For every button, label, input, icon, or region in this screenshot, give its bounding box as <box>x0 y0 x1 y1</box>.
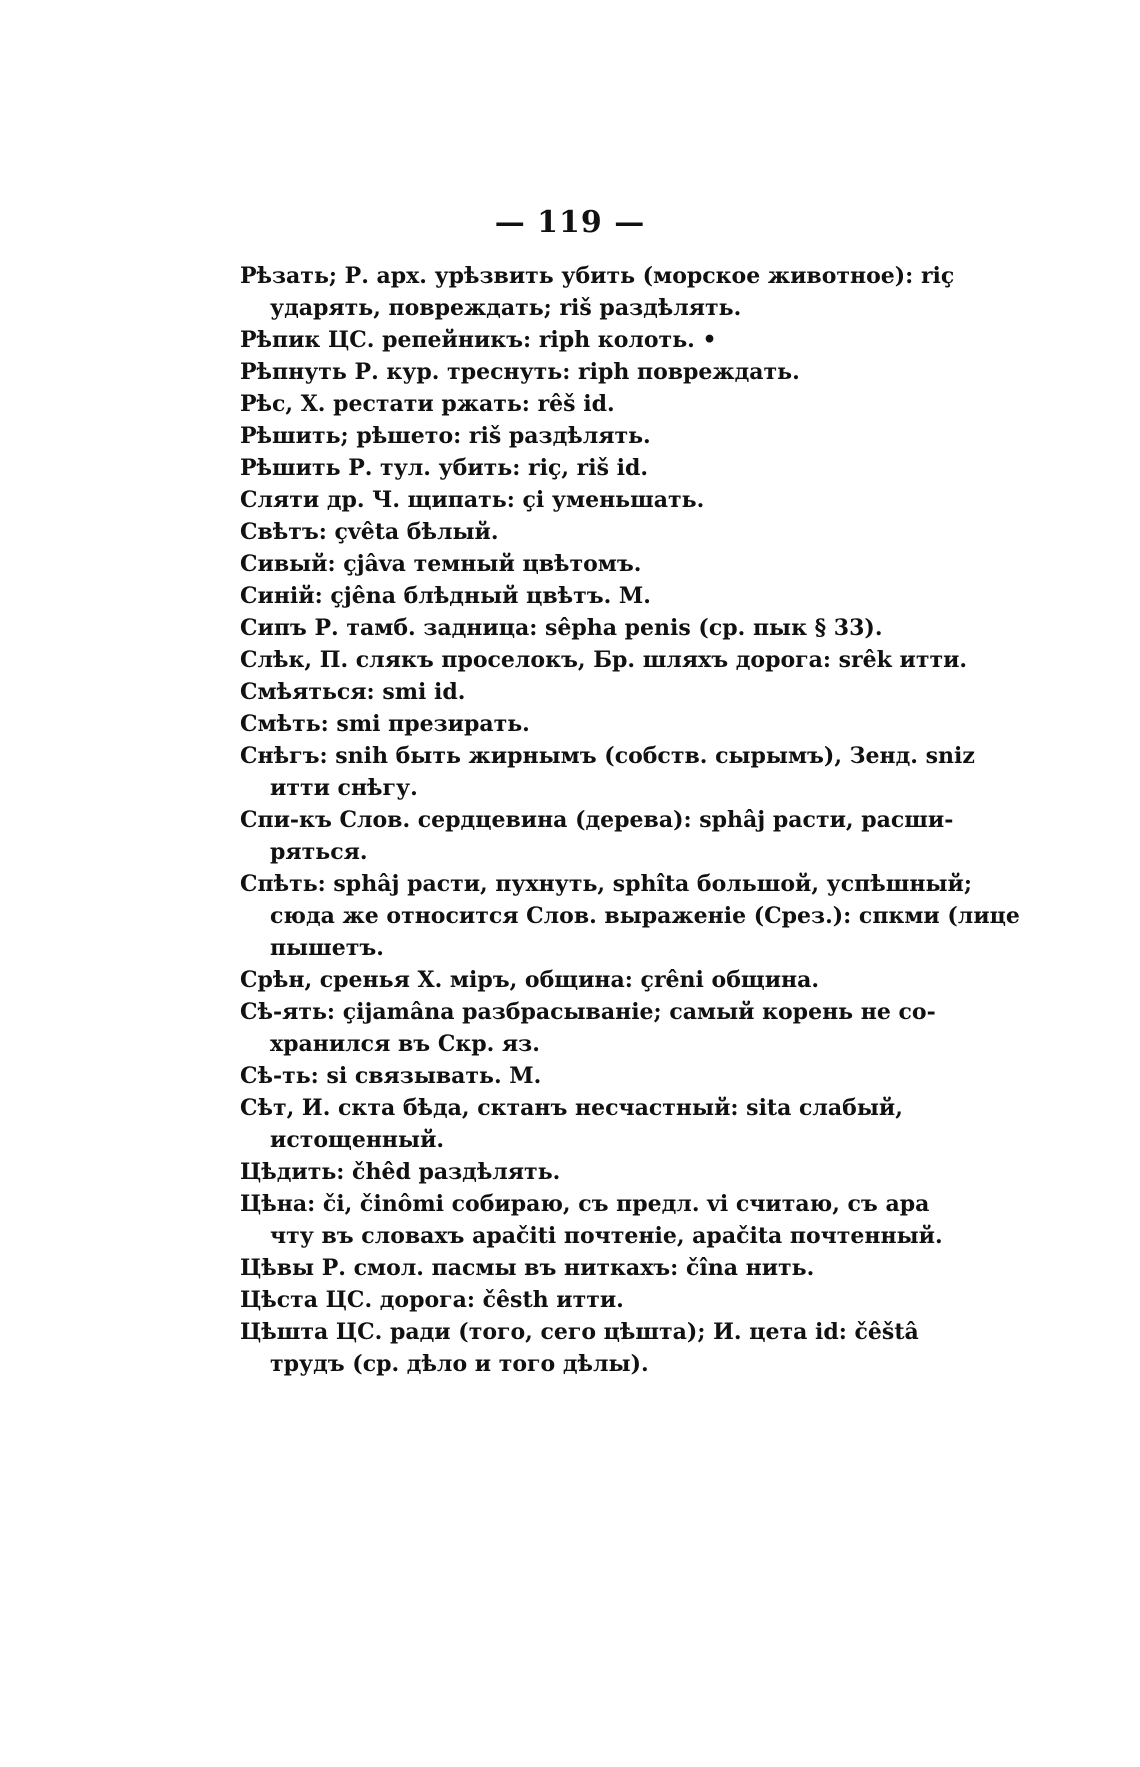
entry-line: Спи-къ Слов. сердцевина (дерева): sphâj расти, расши- <box>240 807 954 833</box>
entry-line: Сѣ-ть: si связывать. М. <box>240 1063 542 1089</box>
entry-line: хранился въ Скр. яз. <box>270 1031 540 1057</box>
page-number: — 119 — <box>494 205 646 240</box>
entry-line: ряться. <box>270 839 368 865</box>
entry-line: Сѣ-ять: çijamâna разбрасываніе; самый корень не со- <box>240 999 936 1025</box>
entry-line: Рѣпнуть Р. кур. треснуть: riph повреждать. <box>240 359 800 385</box>
entry-line: Слѣк, П. слякъ проселокъ, Бр. шляхъ дорога: srêk итти. <box>240 647 968 673</box>
entry-line: Рѣшить Р. тул. убить: riç, riš id. <box>240 455 649 481</box>
entry-line: Рѣс, Х. рестати ржать: rêš id. <box>240 391 615 417</box>
entry-line: Синій: çjêna блѣдный цвѣтъ. М. <box>240 583 651 609</box>
entry-line: трудъ (ср. дѣло и того дѣлы). <box>270 1351 649 1377</box>
entry-line: Сипъ Р. тамб. задница: sêpha penis (ср. пык § 33). <box>240 615 883 641</box>
entry-line: Сѣт, И. скта бѣда, сктанъ несчастный: sita слабый, <box>240 1095 903 1121</box>
entry-line: чту въ словахъ apačiti почтеніе, apačita почтенный. <box>270 1223 943 1249</box>
entry-line: Цѣста ЦС. дорога: čêsth итти. <box>240 1287 624 1313</box>
dictionary-entries <box>240 260 1020 1380</box>
entry-line: Цѣна: či, činômi собираю, съ предл. vi считаю, съ ара <box>240 1191 930 1217</box>
entry-line: Спѣть: sphâj расти, пухнуть, sphîta большой, успѣшный; <box>240 871 972 897</box>
entry-line: Снѣгъ: snih быть жирнымъ (собств. сырымъ), Зенд. sniz <box>240 743 975 769</box>
entry-line: Рѣзать; Р. арх. урѣзвить убить (морское животное): riç <box>240 263 955 289</box>
entry-line: Смѣяться: smi id. <box>240 679 466 705</box>
entry-line: Сивый: çjâva темный цвѣтомъ. <box>240 551 642 577</box>
entry-line: Смѣть: smi презирать. <box>240 711 530 737</box>
entry-line: Рѣшить; рѣшето: riš раздѣлять. <box>240 423 651 449</box>
entry-line: ударять, повреждать; riš раздѣлять. <box>270 295 742 321</box>
entry-line: пышетъ. <box>270 935 384 961</box>
entry-line: Сляти др. Ч. щипать: çi уменьшать. <box>240 487 705 513</box>
entry-line: итти снѣгу. <box>270 775 418 801</box>
entry-line: истощенный. <box>270 1127 445 1153</box>
entry-line: Свѣтъ: çvêta бѣлый. <box>240 519 499 545</box>
entry-line: сюда же относится Слов. выраженіе (Срез.): спкми (лице <box>270 903 1020 929</box>
entry-line: Цѣвы Р. смол. пасмы въ ниткахъ: čîna нить. <box>240 1255 815 1281</box>
entry-line: Цѣдить: čhêd раздѣлять. <box>240 1159 561 1185</box>
entry-line: Цѣшта ЦС. ради (того, сего цѣшта); И. цета id: čêštâ <box>240 1319 919 1345</box>
entry-line: Рѣпик ЦС. репейникъ: riph колоть. • <box>240 327 717 353</box>
entry-line: Срѣн, сренья Х. міръ, община: çrêni община. <box>240 967 820 993</box>
